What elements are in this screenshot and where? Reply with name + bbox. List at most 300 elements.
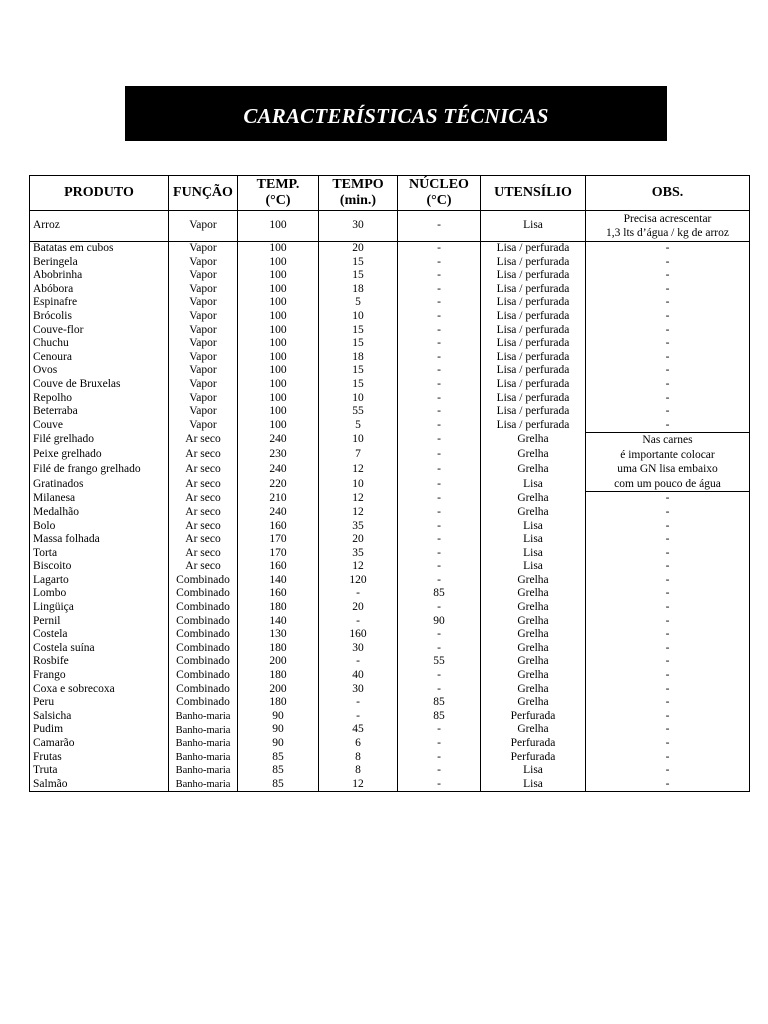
- title-banner: [125, 86, 667, 141]
- cell-funcao: Ar seco: [169, 448, 238, 463]
- cell-tempo: 12: [319, 506, 398, 520]
- cell-temp: 100: [238, 242, 319, 256]
- cell-nucleo: -: [398, 211, 481, 242]
- cell-produto: Chuchu: [30, 337, 169, 351]
- cell-temp: 100: [238, 364, 319, 378]
- cell-nucleo: -: [398, 242, 481, 256]
- cell-produto: Repolho: [30, 392, 169, 406]
- cell-temp: 100: [238, 269, 319, 283]
- cell-utensilio: Perfurada: [481, 737, 586, 751]
- cell-obs: -: [586, 723, 750, 737]
- cell-produto: Brócolis: [30, 310, 169, 324]
- cell-temp: 230: [238, 448, 319, 463]
- cell-tempo: 20: [319, 601, 398, 615]
- page-title: CARACTERÍSTICAS TÉCNICAS: [243, 104, 549, 128]
- cell-temp: 180: [238, 642, 319, 656]
- cell-funcao: Vapor: [169, 364, 238, 378]
- cell-funcao: Ar seco: [169, 492, 238, 506]
- cell-funcao: Vapor: [169, 242, 238, 256]
- table-row: [30, 492, 750, 506]
- table-row: [30, 378, 750, 392]
- header-tempo: [319, 176, 398, 211]
- cell-tempo: 15: [319, 256, 398, 270]
- header-temp: [238, 176, 319, 211]
- cell-nucleo: -: [398, 296, 481, 310]
- table-row: [30, 655, 750, 669]
- cell-obs: -: [586, 587, 750, 601]
- cell-temp: 90: [238, 737, 319, 751]
- cell-produto: Coxa e sobrecoxa: [30, 683, 169, 697]
- cell-tempo: 8: [319, 751, 398, 765]
- cell-produto: Costela suína: [30, 642, 169, 656]
- cell-tempo: 15: [319, 337, 398, 351]
- cell-obs: -: [586, 764, 750, 778]
- cell-tempo: 10: [319, 392, 398, 406]
- cell-utensilio: Grelha: [481, 448, 586, 463]
- cell-utensilio: Grelha: [481, 683, 586, 697]
- cell-utensilio: Lisa / perfurada: [481, 378, 586, 392]
- cell-tempo: 40: [319, 669, 398, 683]
- cell-utensilio: Lisa / perfurada: [481, 392, 586, 406]
- cell-tempo: 18: [319, 351, 398, 365]
- header-nucleo: [398, 176, 481, 211]
- cell-produto: Frutas: [30, 751, 169, 765]
- cell-temp: 100: [238, 324, 319, 338]
- cell-funcao: Vapor: [169, 392, 238, 406]
- cell-temp: 180: [238, 696, 319, 710]
- cell-nucleo: -: [398, 283, 481, 297]
- cell-nucleo: -: [398, 737, 481, 751]
- cell-temp: 220: [238, 477, 319, 492]
- cell-funcao: Vapor: [169, 269, 238, 283]
- table-header-row: [30, 176, 750, 211]
- cell-funcao: Combinado: [169, 655, 238, 669]
- cell-produto: Cenoura: [30, 351, 169, 365]
- cell-obs: -: [586, 324, 750, 338]
- cell-utensilio: Grelha: [481, 601, 586, 615]
- cell-produto: Peixe grelhado: [30, 448, 169, 463]
- table-row: [30, 520, 750, 534]
- cell-obs: -: [586, 351, 750, 365]
- cell-nucleo: -: [398, 778, 481, 792]
- cell-nucleo: -: [398, 683, 481, 697]
- cell-produto: Gratinados: [30, 477, 169, 492]
- cell-temp: 100: [238, 337, 319, 351]
- cell-nucleo: 85: [398, 587, 481, 601]
- cell-funcao: Ar seco: [169, 433, 238, 448]
- cell-utensilio: Lisa / perfurada: [481, 351, 586, 365]
- cell-funcao: Combinado: [169, 601, 238, 615]
- cell-utensilio: Lisa: [481, 211, 586, 242]
- cell-utensilio: Lisa: [481, 764, 586, 778]
- cell-produto: Truta: [30, 764, 169, 778]
- cell-funcao: Vapor: [169, 324, 238, 338]
- cell-tempo: 35: [319, 547, 398, 561]
- cell-utensilio: Grelha: [481, 492, 586, 506]
- cell-funcao: Combinado: [169, 628, 238, 642]
- cell-temp: 90: [238, 723, 319, 737]
- cell-produto: Abóbora: [30, 283, 169, 297]
- cell-utensilio: Lisa / perfurada: [481, 364, 586, 378]
- cell-utensilio: Lisa / perfurada: [481, 419, 586, 433]
- table-row: [30, 628, 750, 642]
- table-body: [30, 211, 750, 792]
- cell-nucleo: -: [398, 392, 481, 406]
- table-row: [30, 283, 750, 297]
- cell-funcao: Vapor: [169, 378, 238, 392]
- cell-temp: 90: [238, 710, 319, 724]
- cell-produto: Pernil: [30, 615, 169, 629]
- cell-temp: 200: [238, 683, 319, 697]
- cell-funcao: Vapor: [169, 211, 238, 242]
- cell-obs: -: [586, 696, 750, 710]
- cell-nucleo: -: [398, 506, 481, 520]
- cell-utensilio: Perfurada: [481, 710, 586, 724]
- cell-tempo: -: [319, 696, 398, 710]
- cell-utensilio: Lisa: [481, 477, 586, 492]
- cell-tempo: 55: [319, 405, 398, 419]
- cell-funcao: Vapor: [169, 283, 238, 297]
- cell-produto: Couve de Bruxelas: [30, 378, 169, 392]
- cell-nucleo: -: [398, 405, 481, 419]
- cell-obs: -: [586, 242, 750, 256]
- table-row: [30, 587, 750, 601]
- obs-note-line: Precisa acrescentar: [623, 213, 712, 225]
- cell-funcao: Banho-maria: [169, 751, 238, 765]
- table-row: [30, 574, 750, 588]
- cell-funcao: Ar seco: [169, 520, 238, 534]
- table-row: [30, 764, 750, 778]
- header-produto: PRODUTO: [30, 176, 169, 211]
- cell-tempo: 35: [319, 520, 398, 534]
- cell-nucleo: -: [398, 628, 481, 642]
- cell-obs: -: [586, 615, 750, 629]
- cell-produto: Couve: [30, 419, 169, 433]
- cell-utensilio: Grelha: [481, 574, 586, 588]
- cell-temp: 100: [238, 256, 319, 270]
- table-row: [30, 337, 750, 351]
- cell-utensilio: Lisa / perfurada: [481, 324, 586, 338]
- obs-note-line: 1,3 lts d’água / kg de arroz: [606, 227, 729, 239]
- cell-tempo: 20: [319, 242, 398, 256]
- cell-funcao: Ar seco: [169, 462, 238, 477]
- cell-obs: -: [586, 310, 750, 324]
- cell-produto: Abobrinha: [30, 269, 169, 283]
- cell-funcao: Combinado: [169, 669, 238, 683]
- cell-obs: -: [586, 710, 750, 724]
- table-row: [30, 710, 750, 724]
- cell-nucleo: -: [398, 492, 481, 506]
- cell-obs: -: [586, 655, 750, 669]
- table-row: [30, 211, 750, 242]
- cell-obs-carnes-note: [586, 433, 750, 492]
- cell-funcao: Combinado: [169, 574, 238, 588]
- table-row: [30, 506, 750, 520]
- cell-nucleo: -: [398, 764, 481, 778]
- cell-nucleo: -: [398, 324, 481, 338]
- cell-produto: Arroz: [30, 211, 169, 242]
- cell-temp: 100: [238, 419, 319, 433]
- cell-temp: 100: [238, 392, 319, 406]
- cell-tempo: 7: [319, 448, 398, 463]
- cell-obs: -: [586, 405, 750, 419]
- cell-temp: 180: [238, 601, 319, 615]
- table-row: [30, 560, 750, 574]
- cell-obs: -: [586, 751, 750, 765]
- cell-temp: 170: [238, 547, 319, 561]
- cell-nucleo: -: [398, 337, 481, 351]
- table-row: [30, 419, 750, 433]
- cell-produto: Espinafre: [30, 296, 169, 310]
- cell-funcao: Banho-maria: [169, 723, 238, 737]
- table-row: [30, 351, 750, 365]
- cell-produto: Ovos: [30, 364, 169, 378]
- cell-obs: -: [586, 296, 750, 310]
- cell-funcao: Ar seco: [169, 506, 238, 520]
- cell-obs: -: [586, 378, 750, 392]
- cell-nucleo: -: [398, 669, 481, 683]
- cell-utensilio: Grelha: [481, 615, 586, 629]
- cell-tempo: 8: [319, 764, 398, 778]
- cell-temp: 210: [238, 492, 319, 506]
- cell-produto: Lombo: [30, 587, 169, 601]
- cell-obs: -: [586, 642, 750, 656]
- cell-funcao: Ar seco: [169, 547, 238, 561]
- cell-nucleo: -: [398, 520, 481, 534]
- cell-nucleo: -: [398, 448, 481, 463]
- cell-temp: 160: [238, 560, 319, 574]
- table-row: [30, 533, 750, 547]
- cell-utensilio: Grelha: [481, 655, 586, 669]
- cell-tempo: 10: [319, 477, 398, 492]
- cell-nucleo: -: [398, 378, 481, 392]
- cell-nucleo: -: [398, 351, 481, 365]
- cell-temp: 140: [238, 615, 319, 629]
- table-row: [30, 615, 750, 629]
- cell-nucleo: -: [398, 433, 481, 448]
- cell-produto: Lagarto: [30, 574, 169, 588]
- table-row: [30, 547, 750, 561]
- cell-nucleo: -: [398, 419, 481, 433]
- cell-utensilio: Grelha: [481, 642, 586, 656]
- cell-tempo: 5: [319, 296, 398, 310]
- cell-obs: -: [586, 392, 750, 406]
- cell-obs: -: [586, 547, 750, 561]
- cell-funcao: Vapor: [169, 419, 238, 433]
- cell-utensilio: Lisa: [481, 547, 586, 561]
- cell-temp: 170: [238, 533, 319, 547]
- cell-utensilio: Lisa / perfurada: [481, 269, 586, 283]
- cell-tempo: 160: [319, 628, 398, 642]
- cell-nucleo: -: [398, 269, 481, 283]
- cell-obs: -: [586, 283, 750, 297]
- obs-note-line: com um pouco de água: [614, 477, 721, 490]
- table-row: [30, 364, 750, 378]
- cell-tempo: -: [319, 710, 398, 724]
- cell-temp: 85: [238, 778, 319, 792]
- cell-obs: -: [586, 628, 750, 642]
- cell-tempo: 12: [319, 462, 398, 477]
- cell-produto: Salmão: [30, 778, 169, 792]
- cell-nucleo: -: [398, 364, 481, 378]
- cell-temp: 100: [238, 405, 319, 419]
- cell-nucleo: -: [398, 751, 481, 765]
- cell-tempo: 12: [319, 560, 398, 574]
- cell-obs: -: [586, 669, 750, 683]
- cell-temp: 100: [238, 211, 319, 242]
- cell-utensilio: Grelha: [481, 587, 586, 601]
- cell-temp: 100: [238, 351, 319, 365]
- cell-funcao: Ar seco: [169, 477, 238, 492]
- cell-temp: 85: [238, 751, 319, 765]
- cell-tempo: 20: [319, 533, 398, 547]
- cell-produto: Medalhão: [30, 506, 169, 520]
- table-row: [30, 269, 750, 283]
- cell-obs: -: [586, 506, 750, 520]
- header-funcao: FUNÇÃO: [169, 176, 238, 211]
- header-tempo-line2: (min.): [339, 193, 377, 208]
- cell-nucleo: -: [398, 477, 481, 492]
- table-row: [30, 696, 750, 710]
- cell-funcao: Vapor: [169, 351, 238, 365]
- cell-nucleo: 85: [398, 710, 481, 724]
- cell-tempo: 10: [319, 310, 398, 324]
- cell-tempo: 15: [319, 324, 398, 338]
- cell-obs: -: [586, 683, 750, 697]
- table-row: [30, 242, 750, 256]
- cell-tempo: 5: [319, 419, 398, 433]
- cell-tempo: 30: [319, 683, 398, 697]
- cell-obs: -: [586, 492, 750, 506]
- header-utensilio: UTENSÍLIO: [481, 176, 586, 211]
- cell-produto: Massa folhada: [30, 533, 169, 547]
- cell-utensilio: Grelha: [481, 506, 586, 520]
- cell-tempo: 15: [319, 269, 398, 283]
- cell-utensilio: Lisa / perfurada: [481, 310, 586, 324]
- cell-tempo: 30: [319, 642, 398, 656]
- table-row: [30, 737, 750, 751]
- header-temp-line2: (°C): [265, 193, 291, 208]
- cell-tempo: 10: [319, 433, 398, 448]
- cell-funcao: Vapor: [169, 256, 238, 270]
- cell-nucleo: -: [398, 547, 481, 561]
- cell-utensilio: Lisa: [481, 560, 586, 574]
- cell-utensilio: Lisa / perfurada: [481, 337, 586, 351]
- cell-nucleo: -: [398, 462, 481, 477]
- cell-temp: 130: [238, 628, 319, 642]
- cell-obs: -: [586, 256, 750, 270]
- cell-utensilio: Grelha: [481, 669, 586, 683]
- cell-nucleo: -: [398, 256, 481, 270]
- cell-produto: Torta: [30, 547, 169, 561]
- table-row: [30, 433, 750, 448]
- cell-produto: Peru: [30, 696, 169, 710]
- cell-obs: -: [586, 533, 750, 547]
- cell-temp: 100: [238, 283, 319, 297]
- cell-funcao: Ar seco: [169, 560, 238, 574]
- table-row: [30, 310, 750, 324]
- cell-produto: Rosbife: [30, 655, 169, 669]
- table-row: [30, 324, 750, 338]
- cell-utensilio: Grelha: [481, 628, 586, 642]
- table-row: [30, 669, 750, 683]
- cell-funcao: Combinado: [169, 615, 238, 629]
- cell-tempo: 6: [319, 737, 398, 751]
- cell-obs: -: [586, 560, 750, 574]
- cell-obs: -: [586, 778, 750, 792]
- obs-note-line: Nas carnes: [642, 434, 693, 447]
- cell-tempo: -: [319, 655, 398, 669]
- table-row: [30, 256, 750, 270]
- cell-temp: 200: [238, 655, 319, 669]
- cell-tempo: 18: [319, 283, 398, 297]
- cell-temp: 240: [238, 462, 319, 477]
- header-obs: OBS.: [586, 176, 750, 211]
- cell-obs: -: [586, 601, 750, 615]
- header-nucleo-line1: NÚCLEO: [409, 177, 469, 192]
- cell-obs: -: [586, 337, 750, 351]
- cell-produto: Bolo: [30, 520, 169, 534]
- cell-nucleo: -: [398, 642, 481, 656]
- cell-produto: Biscoito: [30, 560, 169, 574]
- cell-temp: 180: [238, 669, 319, 683]
- cell-funcao: Combinado: [169, 642, 238, 656]
- table-row: [30, 723, 750, 737]
- cell-obs: -: [586, 364, 750, 378]
- cell-tempo: 45: [319, 723, 398, 737]
- cell-utensilio: Perfurada: [481, 751, 586, 765]
- table-row: [30, 683, 750, 697]
- cell-utensilio: Grelha: [481, 696, 586, 710]
- obs-note-line: é importante colocar: [620, 448, 715, 461]
- cell-temp: 100: [238, 310, 319, 324]
- cell-nucleo: -: [398, 533, 481, 547]
- cell-nucleo: 90: [398, 615, 481, 629]
- table-row: [30, 405, 750, 419]
- cell-utensilio: Lisa: [481, 778, 586, 792]
- cell-tempo: -: [319, 615, 398, 629]
- header-nucleo-line2: (°C): [426, 193, 452, 208]
- cell-funcao: Banho-maria: [169, 764, 238, 778]
- cell-produto: Costela: [30, 628, 169, 642]
- cell-temp: 240: [238, 433, 319, 448]
- cell-produto: Camarão: [30, 737, 169, 751]
- cell-tempo: 12: [319, 778, 398, 792]
- table-row: [30, 751, 750, 765]
- cell-tempo: 15: [319, 378, 398, 392]
- cell-funcao: Vapor: [169, 405, 238, 419]
- cell-produto: Lingüiça: [30, 601, 169, 615]
- cell-tempo: 15: [319, 364, 398, 378]
- cell-utensilio: Lisa: [481, 520, 586, 534]
- table-row: [30, 392, 750, 406]
- cell-obs: -: [586, 574, 750, 588]
- cell-tempo: 12: [319, 492, 398, 506]
- cell-tempo: 30: [319, 211, 398, 242]
- cell-utensilio: Lisa / perfurada: [481, 242, 586, 256]
- cell-funcao: Combinado: [169, 696, 238, 710]
- cell-nucleo: -: [398, 723, 481, 737]
- cell-funcao: Banho-maria: [169, 737, 238, 751]
- cell-produto: Beterraba: [30, 405, 169, 419]
- cell-funcao: Vapor: [169, 310, 238, 324]
- cell-temp: 240: [238, 506, 319, 520]
- cell-utensilio: Grelha: [481, 433, 586, 448]
- table-row: [30, 601, 750, 615]
- cell-obs: -: [586, 419, 750, 433]
- cell-produto: Salsicha: [30, 710, 169, 724]
- cell-utensilio: Grelha: [481, 462, 586, 477]
